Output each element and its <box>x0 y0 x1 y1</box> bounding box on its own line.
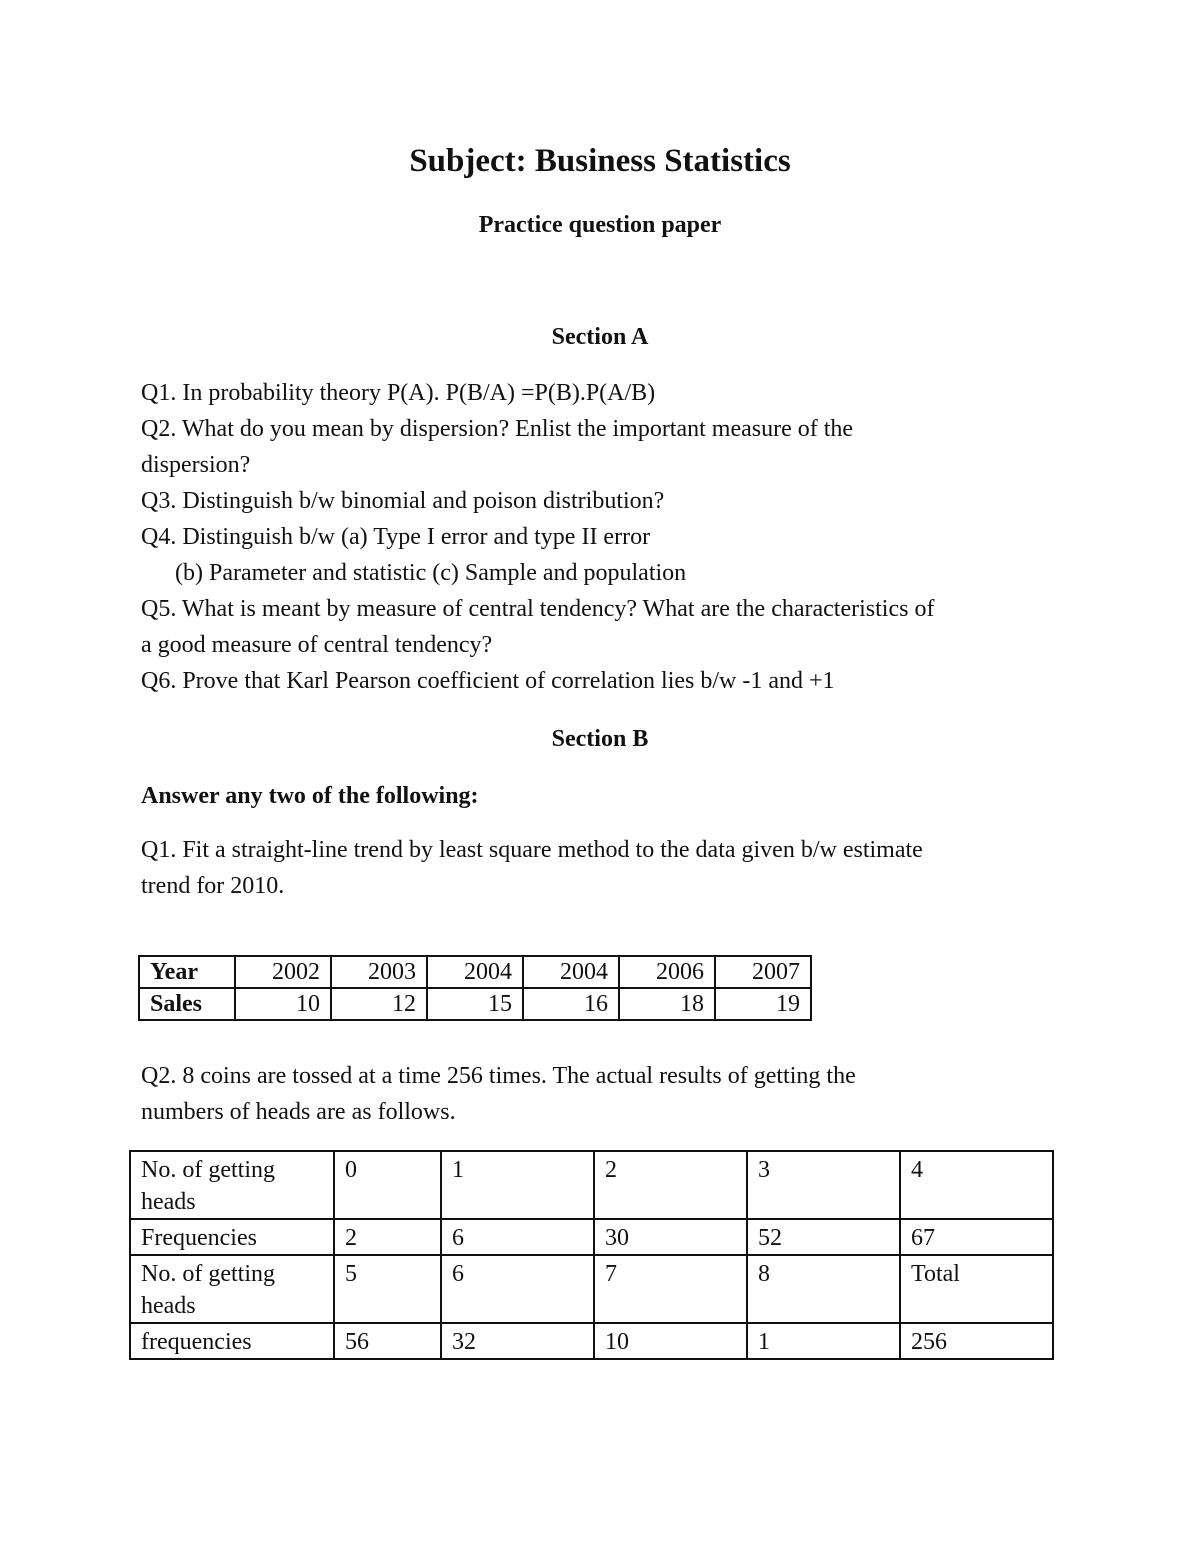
section-a-heading: Section A <box>551 324 649 350</box>
table-cell: 3 <box>747 1151 900 1219</box>
heads-frequency-table <box>129 1150 1054 1360</box>
table-cell: 12 <box>331 988 427 1020</box>
table-cell: No. of getting heads <box>130 1255 334 1323</box>
table-cell: 0 <box>334 1151 441 1219</box>
table-cell: 32 <box>441 1323 594 1359</box>
question-line: Q3. Distinguish b/w binomial and poison distribution? <box>141 488 665 514</box>
table-cell: 2003 <box>331 956 427 988</box>
question-line: Q1. Fit a straight-line trend by least square method to the data given b/w estimate <box>141 837 923 863</box>
question-line: Q2. What do you mean by dispersion? Enlist the important measure of the <box>141 416 854 442</box>
page-subtitle: Practice question paper <box>478 212 722 238</box>
table-cell: Sales <box>139 988 235 1020</box>
table-cell: 2004 <box>523 956 619 988</box>
question-line: numbers of heads are as follows. <box>141 1099 456 1125</box>
question-line: Q2. 8 coins are tossed at a time 256 times. The actual results of getting the <box>141 1063 856 1089</box>
table-cell: 2002 <box>235 956 331 988</box>
table-cell: No. of getting heads <box>130 1151 334 1219</box>
question-line: dispersion? <box>141 452 251 478</box>
table-cell: 52 <box>747 1219 900 1255</box>
table-cell: frequencies <box>130 1323 334 1359</box>
table-cell: 1 <box>441 1151 594 1219</box>
table-cell: 4 <box>900 1151 1053 1219</box>
table-cell: 10 <box>594 1323 747 1359</box>
question-line: a good measure of central tendency? <box>141 632 493 658</box>
sales-table <box>138 955 812 1021</box>
table-cell: 16 <box>523 988 619 1020</box>
table-cell: 5 <box>334 1255 441 1323</box>
question-line: (b) Parameter and statistic (c) Sample and population <box>175 560 687 586</box>
table-cell: 56 <box>334 1323 441 1359</box>
table-cell: 1 <box>747 1323 900 1359</box>
section-b-heading: Section B <box>551 726 649 752</box>
table-row <box>130 1323 1053 1359</box>
section-b-instruction: Answer any two of the following: <box>141 783 479 809</box>
table-cell: 2 <box>334 1219 441 1255</box>
table-cell: 8 <box>747 1255 900 1323</box>
table-cell: 2006 <box>619 956 715 988</box>
section-b-q1 <box>141 832 1071 904</box>
table-cell: Total <box>900 1255 1053 1323</box>
page-title: Subject: Business Statistics <box>409 143 791 179</box>
table-cell: Year <box>139 956 235 988</box>
table-cell: 6 <box>441 1219 594 1255</box>
question-line: Q5. What is meant by measure of central tendency? What are the characteristics of <box>141 596 935 622</box>
table-cell: 18 <box>619 988 715 1020</box>
table-cell: 10 <box>235 988 331 1020</box>
section-a-questions <box>141 375 1071 699</box>
table-cell: Frequencies <box>130 1219 334 1255</box>
table-cell: 2004 <box>427 956 523 988</box>
section-b-q2 <box>141 1058 1071 1130</box>
table-row <box>130 1219 1053 1255</box>
table-cell: 6 <box>441 1255 594 1323</box>
table-cell: 19 <box>715 988 811 1020</box>
table-cell: 7 <box>594 1255 747 1323</box>
question-line: Q6. Prove that Karl Pearson coefficient of correlation lies b/w -1 and +1 <box>141 668 835 694</box>
table-cell: 30 <box>594 1219 747 1255</box>
question-line: Q4. Distinguish b/w (a) Type I error and type II error <box>141 524 651 550</box>
table-row <box>139 988 811 1020</box>
table-cell: 67 <box>900 1219 1053 1255</box>
table-row <box>130 1255 1053 1323</box>
table-cell: 15 <box>427 988 523 1020</box>
table-cell: 2007 <box>715 956 811 988</box>
question-line: trend for 2010. <box>141 873 285 899</box>
table-cell: 2 <box>594 1151 747 1219</box>
question-line: Q1. In probability theory P(A). P(B/A) =P(B).P(A/B) <box>141 380 656 406</box>
table-row <box>130 1151 1053 1219</box>
table-cell: 256 <box>900 1323 1053 1359</box>
table-row <box>139 956 811 988</box>
